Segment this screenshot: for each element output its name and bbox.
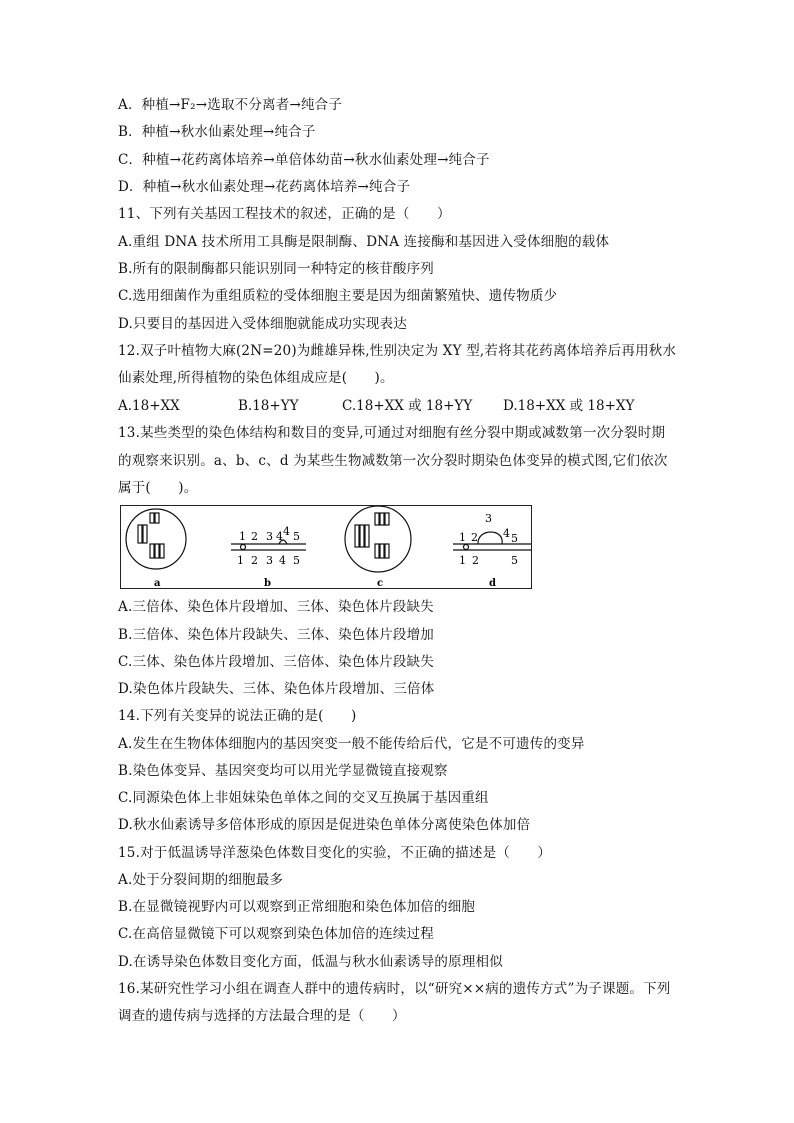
q14-option-b: B.染色体变异、基因突变均可以用光学显微镜直接观察: [118, 763, 448, 779]
svg-text:2: 2: [251, 530, 258, 543]
svg-text:3: 3: [485, 512, 492, 525]
q15-option-b: B.在显微镜视野内可以观察到正常细胞和染色体加倍的细胞: [118, 899, 476, 915]
svg-text:2: 2: [251, 554, 258, 567]
q13-stem-line3: 属于( )。: [118, 480, 198, 496]
q12-option-a: A.18+XX: [118, 398, 180, 414]
svg-text:1: 1: [459, 531, 466, 544]
q14-stem: 14.下列有关变异的说法正确的是( ): [118, 708, 357, 724]
q11-option-d: D.只要目的基因进入受体细胞就能成功实现表达: [118, 316, 408, 332]
panel-d-top-numbers: [459, 512, 518, 545]
panel-c-cell: [345, 506, 411, 572]
q15-option-c: C.在高倍显微镜下可以观察到染色体加倍的连续过程: [118, 926, 434, 942]
label-d: d: [489, 578, 496, 589]
svg-text:1: 1: [239, 530, 246, 543]
svg-text:5: 5: [511, 532, 518, 545]
label-a: a: [154, 578, 161, 589]
q16-stem-line1: 16.某研究性学习小组在调查人群中的遗传病时，以“研究××病的遗传方式”为子课题。下列: [118, 981, 671, 997]
q13-option-c: C.三体、染色体片段增加、三倍体、染色体片段缺失: [118, 654, 434, 670]
q10-option-a: A．种植→F₂→选取不分离者→纯合子: [118, 97, 343, 113]
svg-text:2: 2: [472, 554, 479, 567]
q10-option-d: D．种植→秋水仙素处理→花药离体培养→纯合子: [118, 179, 411, 195]
q13-stem-line1: 13.某些类型的染色体结构和数目的变异,可通过对细胞有丝分裂中期或减数第一次分裂时期: [118, 425, 666, 441]
q11-option-c: C.选用细菌作为重组质粒的受体细胞主要是因为细菌繁殖快、遗传物质少: [118, 288, 558, 304]
q10-option-c: C．种植→花药离体培养→单倍体幼苗→秋水仙素处理→纯合子: [118, 152, 490, 168]
panel-b-bottom-numbers: [237, 554, 300, 567]
svg-text:3: 3: [266, 554, 273, 567]
q15-stem: 15.对于低温诱导洋葱染色体数目变化的实验，不正确的描述是（ ）: [118, 845, 552, 861]
q14-option-d: D.秋水仙素诱导多倍体形成的原因是促进染色单体分离使染色体加倍: [118, 817, 531, 833]
svg-text:4: 4: [503, 527, 510, 540]
figure-svg: [121, 506, 533, 590]
svg-text:2: 2: [471, 531, 478, 544]
svg-text:1: 1: [237, 554, 244, 567]
label-b: b: [264, 578, 271, 589]
q11-option-b: B.所有的限制酶都只能识别同一种特定的核苷酸序列: [118, 261, 435, 277]
q11-stem: 11、下列有关基因工程技术的叙述，正确的是（ ）: [118, 206, 451, 222]
q13-option-d: D.染色体片段缺失、三体、染色体片段增加、三倍体: [118, 681, 435, 697]
svg-text:4: 4: [279, 554, 286, 567]
svg-text:3: 3: [266, 530, 273, 543]
q13-option-a: A.三倍体、染色体片段增加、三体、染色体片段缺失: [118, 599, 434, 615]
svg-text:5: 5: [293, 554, 300, 567]
q12-stem-line1: 12.双子叶植物大麻(2N=20)为雌雄异株,性别决定为 XY 型,若将其花药离体培养后再用秋水: [118, 343, 677, 359]
q12-stem-line2: 仙素处理,所得植物的染色体组成应是( )。: [118, 370, 394, 386]
q16-stem-line2: 调查的遗传病与选择的方法最合理的是（ ）: [118, 1008, 406, 1024]
q12-option-d: D.18+XX 或 18+XY: [503, 398, 635, 414]
svg-text:5: 5: [293, 530, 300, 543]
q15-option-d: D.在诱导染色体数目变化方面，低温与秋水仙素诱导的原理相似: [118, 954, 503, 970]
q13-stem-line2: 的观察来识别。a、b、c、d 为某些生物减数第一次分裂时期染色体变异的模式图,它们依次: [118, 453, 668, 469]
svg-text:4: 4: [276, 530, 283, 543]
q11-option-a: A.重组 DNA 技术所用工具酶是限制酶、DNA 连接酶和基因进入受体细胞的载体: [118, 234, 610, 250]
panel-d-bottom-numbers: [459, 554, 518, 567]
panel-b-top-numbers: [239, 525, 300, 543]
svg-text:1: 1: [459, 554, 466, 567]
label-c: c: [377, 578, 384, 589]
chromosome-variation-figure: [120, 505, 532, 589]
svg-text:5: 5: [511, 554, 518, 567]
q12-option-b: B.18+YY: [238, 398, 299, 414]
q12-option-c: C.18+XX 或 18+YY: [342, 398, 473, 414]
q14-option-c: C.同源染色体上非姐妹染色单体之间的交叉互换属于基因重组: [118, 790, 489, 806]
panel-a-cell: [126, 509, 186, 569]
q15-option-a: A.处于分裂间期的细胞最多: [118, 872, 284, 888]
svg-text:4: 4: [283, 525, 290, 538]
q10-option-b: B．种植→秋水仙素处理→纯合子: [118, 124, 316, 140]
q14-option-a: A.发生在生物体体细胞内的基因突变一般不能传给后代，它是不可遗传的变异: [118, 736, 585, 752]
q13-option-b: B.三倍体、染色体片段缺失、三体、染色体片段增加: [118, 627, 435, 643]
